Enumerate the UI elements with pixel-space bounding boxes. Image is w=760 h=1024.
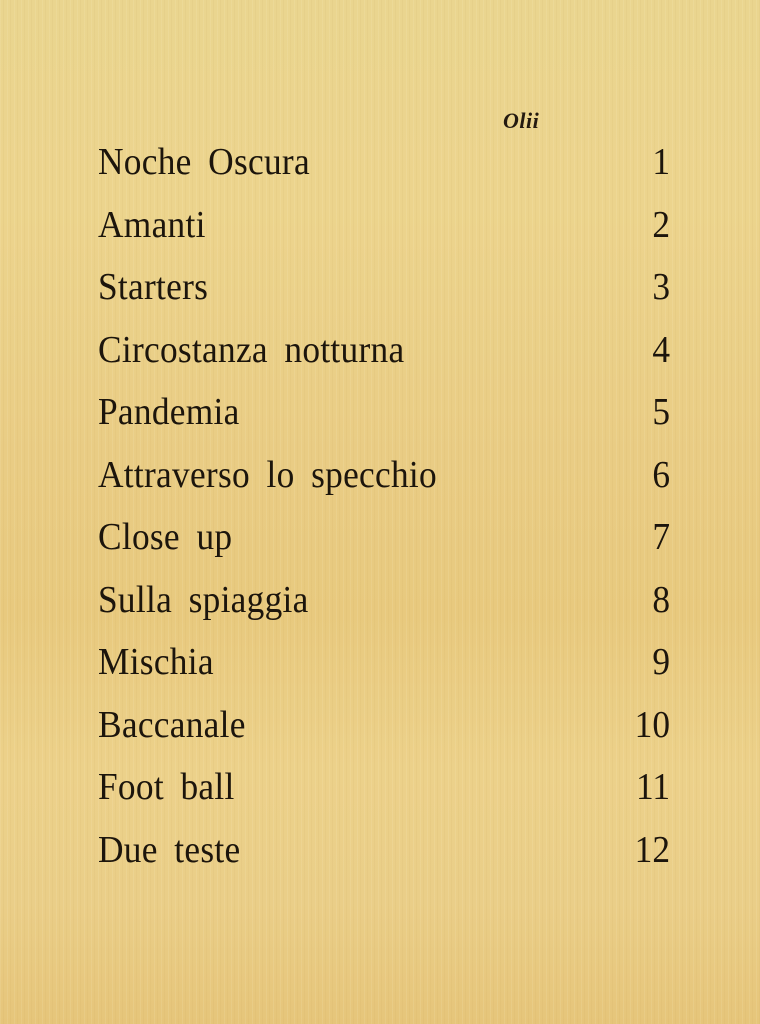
toc-entry [98, 639, 670, 702]
toc-entry-title: Close up [98, 516, 233, 558]
toc-entry [98, 264, 670, 327]
toc-entry-number: 10 [634, 703, 670, 746]
toc-entry [98, 514, 670, 577]
toc-entry-title: Due teste [98, 828, 241, 871]
toc-entry-title: Foot ball [98, 766, 235, 808]
toc-entry-number: 4 [652, 328, 670, 371]
toc-entry [98, 764, 670, 827]
toc-entry-title: Circostanza notturna [98, 328, 405, 371]
toc-entry [98, 702, 670, 765]
section-label: Olii [503, 108, 540, 133]
toc-entry-number: 12 [634, 828, 670, 871]
toc-entry [98, 389, 670, 452]
toc-entry-title: Baccanale [98, 703, 246, 746]
toc-entry [98, 452, 670, 515]
toc-entry [98, 327, 670, 390]
toc-entry-title: Attraverso lo specchio [98, 453, 437, 496]
toc-entry [98, 577, 670, 640]
toc-entry-number: 8 [652, 578, 670, 621]
toc-entry-title: Mischia [98, 641, 214, 683]
table-of-contents [98, 139, 670, 889]
toc-entry-number: 2 [652, 203, 670, 246]
toc-entry-number: 6 [652, 453, 670, 496]
toc-entry-number: 11 [635, 766, 670, 808]
toc-entry-title: Starters [98, 266, 209, 308]
toc-entry-number: 5 [652, 391, 670, 433]
toc-entry [98, 202, 670, 265]
toc-entry-number: 1 [652, 141, 670, 183]
toc-entry-number: 7 [652, 516, 670, 558]
toc-entry-title: Amanti [98, 203, 206, 246]
toc-entry [98, 139, 670, 202]
toc-entry [98, 827, 670, 890]
toc-entry-title: Pandemia [98, 391, 240, 433]
toc-entry-title: Sulla spiaggia [98, 578, 309, 621]
toc-entry-number: 9 [652, 641, 670, 683]
toc-entry-title: Noche Oscura [98, 141, 310, 183]
toc-entry-number: 3 [652, 266, 670, 308]
